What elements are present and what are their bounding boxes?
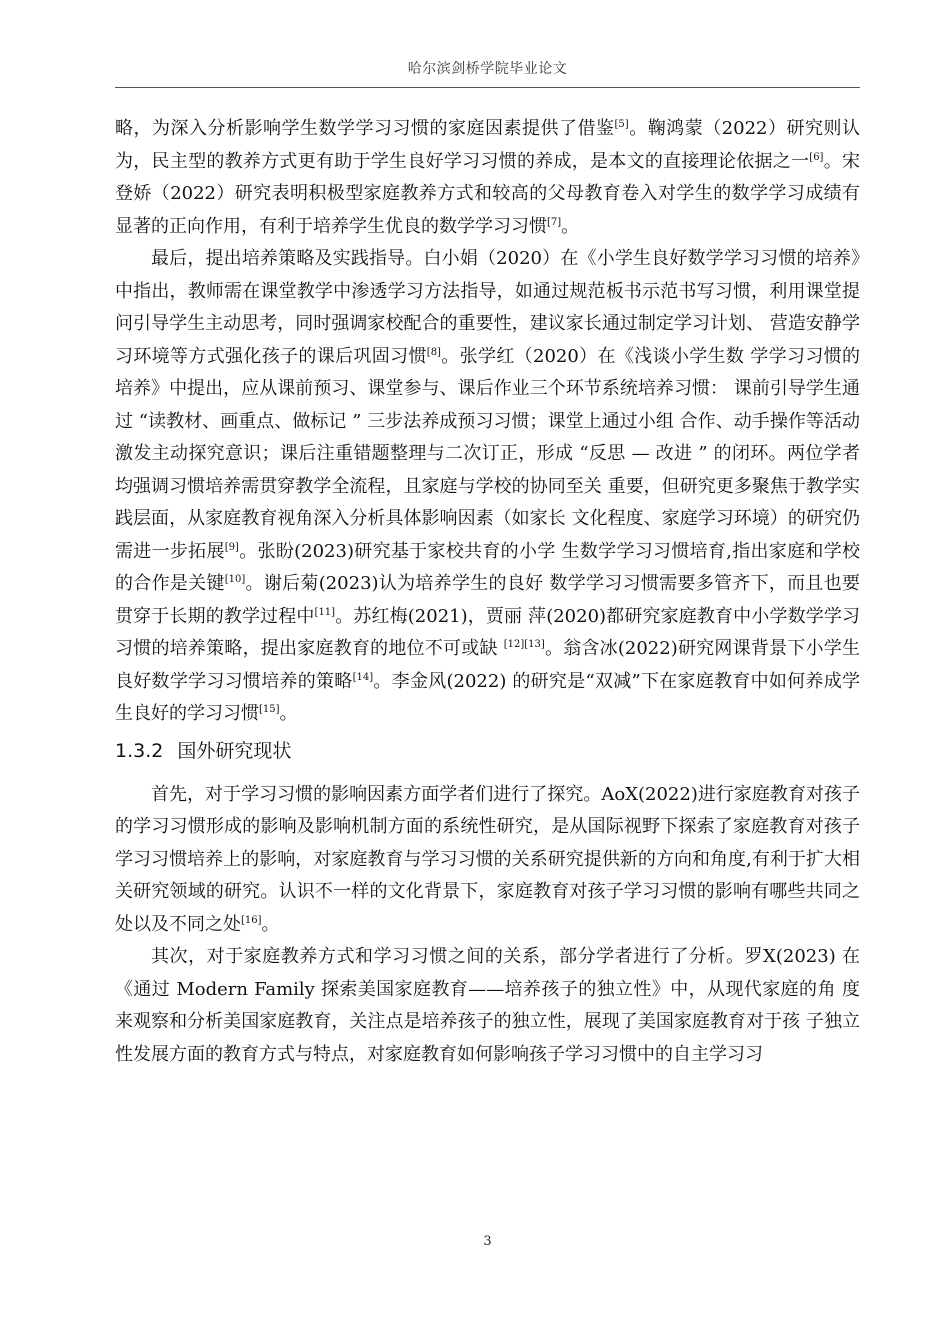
text-run: 首先，对于学习习惯的影响因素方面学者们进行了探究。AoX(2022)进行家庭教育对孩子的学习习惯形成的影响及影响机制方面的系统性研究，是从国际视野下探索了家庭教育对孩子学习习惯培养上的影响，对家庭教育与学习习惯的关系研究提供新的方向和角度,有利于扩大相关研究领域的研究。认识不一样的文化背景下，家庭教育对孩子学习习惯的影响有哪些共同之处以及不同之处 <box>115 783 860 935</box>
citation-superscript: [16] <box>241 914 262 926</box>
paragraph <box>115 779 860 942</box>
citation-superscript: [11] <box>314 606 336 618</box>
citation-superscript: [9] <box>224 541 239 553</box>
text-run: 。翁含冰(2022)研究网课背景下小学生良好数学学习习惯培养的策略 <box>115 638 860 692</box>
running-header: 哈尔滨剑桥学院毕业论文 <box>407 61 568 77</box>
section-number: 1.3.2 <box>115 739 164 762</box>
text-run: 其次，对于家庭教养方式和学习习惯之间的关系，部分学者进行了分析。罗X(2023) 在《通过 Modern Family 探索美国家庭教育——培养孩子的独立性》中，从现代家庭的角 度来观察和分析美国家庭教育，关注点是培养孩子的独立性，展现了美国家庭教育对于孩 子独立性发展方面的教育方式与特点，对家庭教育如何影响孩子学习习惯中的自主学习习 <box>115 946 860 1065</box>
text-run: 。张学红（2020）在《浅谈小学生数 学学习习惯的培养》中提出，应从课前预习、课堂参与、课后作业三个环节系统培养习惯： 课前引导学生通过 “读教材、画重点、做标记 ” 三步法养成预习习惯；课堂上通过小组 合作、动手操作等活动激发主动探究意识；课后注重错题整理与二次订正，形成 “反思 — 改进 ” 的闭环。两位学者均强调习惯培养需贯穿教学全流程，且家庭与学校的协同至关 重要，但研究更多聚焦于教学实践层面，从家庭教育视角深入分析具体影响因素（如家长 文化程度、家庭学习环境）的研究仍需进一步拓展 <box>115 345 860 562</box>
text-run: 。 <box>279 703 298 724</box>
section-heading <box>115 737 860 765</box>
paragraph <box>115 941 860 1071</box>
section-title: 国外研究现状 <box>177 739 292 762</box>
citation-superscript: [6] <box>809 151 824 163</box>
citation-superscript: [5] <box>614 119 629 130</box>
text-run: 。李金风(2022) 的研究是“双减”下在家庭教育中如何养成学生良好的学习习惯 <box>115 670 860 724</box>
citation-superscript: [7] <box>547 216 562 228</box>
text-run: 最后，提出培养策略及实践指导。白小娟（2020）在《小学生良好数学学习习惯的培养》中指出，教师需在课堂教学中渗透学习方法指导，如通过规范板书示范书写习惯，利用课堂提问引导学生主动思考，同时强调家校配合的重要性，建议家长通过制定学习计划、 营造安静学习环境等方式强化孩子的课后巩固习惯 <box>115 248 860 367</box>
text-run: 。宋登娇（2022）研究表明积极型家庭教养方式和较高的父母教育卷入对学生的数学学习成绩有显著的正向作用，有利于培养学生优良的数学学习习惯 <box>115 150 861 237</box>
text-run: 。谢后菊(2023)认为培养学生的良好 数学学习习惯需要多管齐下，而且也要贯穿于长期的教学过程中 <box>115 573 861 627</box>
text-run: 。张盼(2023)研究基于家校共育的小学 生数学学习习惯培育,指出家庭和学校的合作是关键 <box>115 540 861 594</box>
text-run: 。 <box>261 913 280 935</box>
citation-superscript: [8] <box>426 346 441 358</box>
header-divider <box>115 87 860 88</box>
citation-superscript: [14] <box>352 671 374 683</box>
text-run: 。鞠鸿蒙（2022）研究则认为，民主型的教养方式更有助于学生良好学习习惯的养成，是本文的直接理论依据之一 <box>115 118 860 172</box>
citation-superscript: [12][13] <box>503 639 545 650</box>
paragraph <box>115 113 860 243</box>
text-run: 略，为深入分析影响学生数学学习习惯的家庭因素提供了借鉴 <box>115 118 615 139</box>
text-run: 。 <box>561 215 580 237</box>
text-run: 。苏红梅(2021)，贾丽 萍(2020)都研究家庭教育中小学数学学习习惯的培养策略，提出家庭教育的地位不可或缺 <box>115 605 860 659</box>
citation-superscript: [15] <box>259 704 280 715</box>
paragraph <box>115 243 860 731</box>
citation-superscript: [10] <box>224 574 246 585</box>
page-body <box>115 113 860 1071</box>
page-number: 3 <box>483 1234 492 1249</box>
